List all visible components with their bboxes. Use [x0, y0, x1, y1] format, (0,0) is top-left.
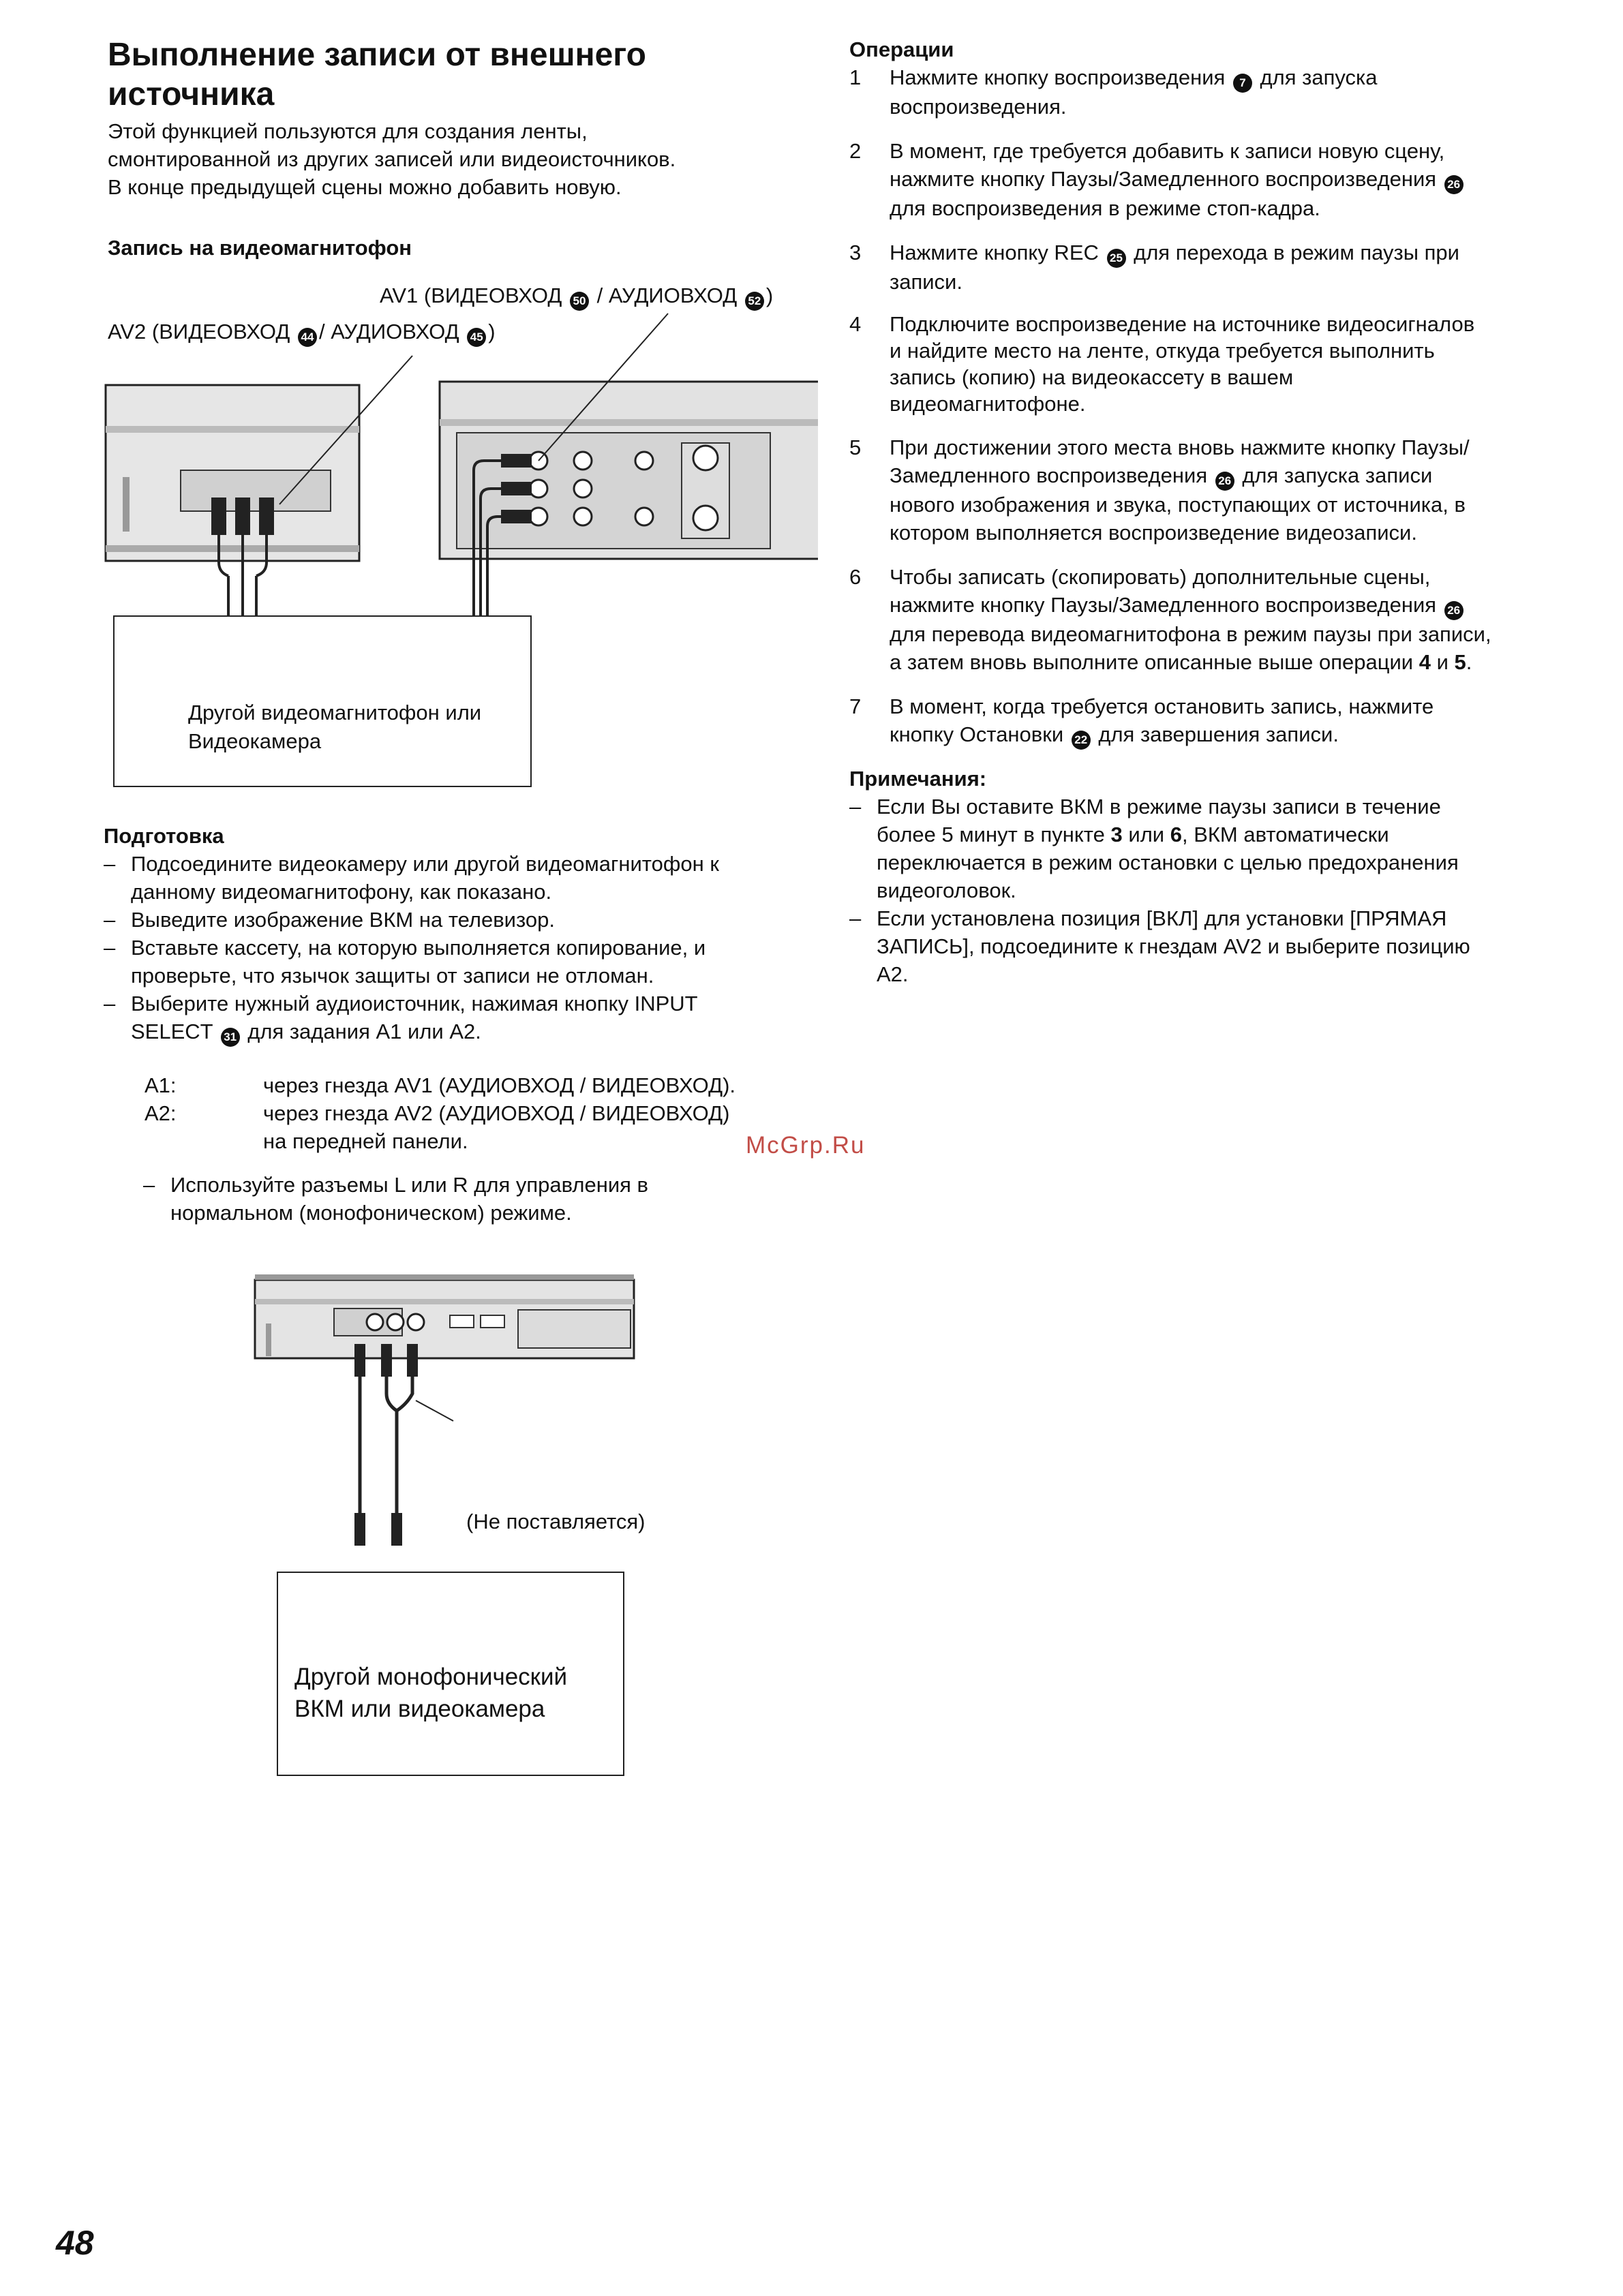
watermark: McGrp.Ru: [746, 1132, 866, 1159]
note-item: – Если Вы оставите ВКМ в режиме паузы записи в течение более 5 минут в пункте 3 или 6, ВКМ автоматически переключается в режим остановки с целью предохранения видеоголовок.: [849, 795, 1459, 902]
not-supplied-label: (Не поставляется): [466, 1510, 646, 1533]
note-item: – Если установлена позиция [ВКЛ] для установки [ПРЯМАЯ ЗАПИСЬ], подсоедините к гнездам AV2 и выберите позицию A2.: [849, 906, 1470, 986]
record-heading: Запись на видеомагнитофон: [108, 236, 412, 260]
source-device-label: [188, 699, 481, 756]
a2-key: A2:: [145, 1101, 177, 1125]
prep-heading: Подготовка: [104, 824, 224, 848]
op-step: 7 В момент, когда требуется остановить запись, нажмите кнопку Остановки 22 для завершения записи.: [849, 692, 1599, 750]
av1-label: AV1 (ВИДЕОВХОД 50 / АУДИОВХОД 52 ): [380, 281, 773, 311]
prep-item: – Подсоедините видеокамеру или другой видеомагнитофон к данному видеомагнитофону, как показано.: [104, 852, 719, 904]
intro-text: [108, 117, 676, 201]
a1-value: через гнезда AV1 (АУДИОВХОД / ВИДЕОВХОД).: [263, 1073, 736, 1097]
box-line: ВКМ или видеокамера: [294, 1696, 545, 1722]
prep-item: – Вставьте кассету, на которую выполняется копирование, и проверьте, что язычок защиты от записи не отломан.: [104, 936, 706, 988]
preparation-section: [104, 822, 813, 1047]
operations-section: [849, 35, 1599, 988]
box-line: Другой монофонический: [294, 1664, 568, 1690]
op-step: 2 В момент, где требуется добавить к записи новую сцену, нажмите кнопку Паузы/Замедленного воспроизведения 26 для воспроизведения в режиме стоп-кадра.: [849, 137, 1599, 222]
op-step: 3 Нажмите кнопку REC 25 для перехода в режим паузы при записи.: [849, 241, 1459, 294]
box-line: Видеокамера: [188, 729, 322, 753]
op-step: 6 Чтобы записать (скопировать) дополнительные сцены, нажмите кнопку Паузы/Замедленного воспроизведения 26 для перевода видеомагнитофона в режим паузы при записи, а затем вновь выполните описанные выше операции 4 и 5.: [849, 565, 1491, 674]
intro-line: В конце предыдущей сцены можно добавить новую.: [108, 175, 622, 199]
mono-device-label: [294, 1661, 567, 1725]
notes-heading: Примечания:: [849, 767, 987, 791]
page-title: [108, 35, 789, 114]
op-step: 1 Нажмите кнопку воспроизведения 7 для запуска воспроизведения.: [849, 65, 1378, 119]
prep-item: – Выведите изображение ВКМ на телевизор.: [104, 908, 555, 932]
title-line: источника: [108, 76, 275, 112]
ops-heading: Операции: [849, 37, 954, 61]
intro-line: Этой функцией пользуются для создания ленты,: [108, 119, 588, 143]
op-step: 5 При достижении этого места вновь нажмите кнопку Паузы/ Замедленного воспроизведения 26 для запуска записи нового изображения и звука, поступающих от источника, в котором выполняется воспроизведение видеозаписи.: [849, 435, 1470, 545]
intro-line: смонтированной из других записей или видеоисточников.: [108, 147, 676, 171]
prep-item: – Выберите нужный аудиоисточник, нажимая кнопку INPUT SELECT 31 для задания A1 или A2.: [104, 990, 813, 1047]
op-step: 4 Подключите воспроизведение на источнике видеосигналов и найдите место на ленте, откуда требуется выполнить запись (копию) на видеокассету в вашем видеомагнитофоне.: [849, 312, 1475, 416]
connection-diagram-2: [245, 1268, 654, 1588]
mono-note: – Используйте разъемы L или R для управления в нормальном (монофоническом) режиме.: [143, 1173, 649, 1225]
a1-key: A1:: [145, 1073, 177, 1097]
title-line: Выполнение записи от внешнего: [108, 37, 646, 73]
page-number: 48: [56, 2224, 94, 2262]
box-line: Другой видеомагнитофон или: [188, 701, 482, 724]
a2-value: через гнезда AV2 (АУДИОВХОД / ВИДЕОВХОД) на передней панели.: [263, 1101, 730, 1153]
av2-label: AV2 (ВИДЕОВХОД 44 / АУДИОВХОД 45 ): [108, 318, 496, 347]
